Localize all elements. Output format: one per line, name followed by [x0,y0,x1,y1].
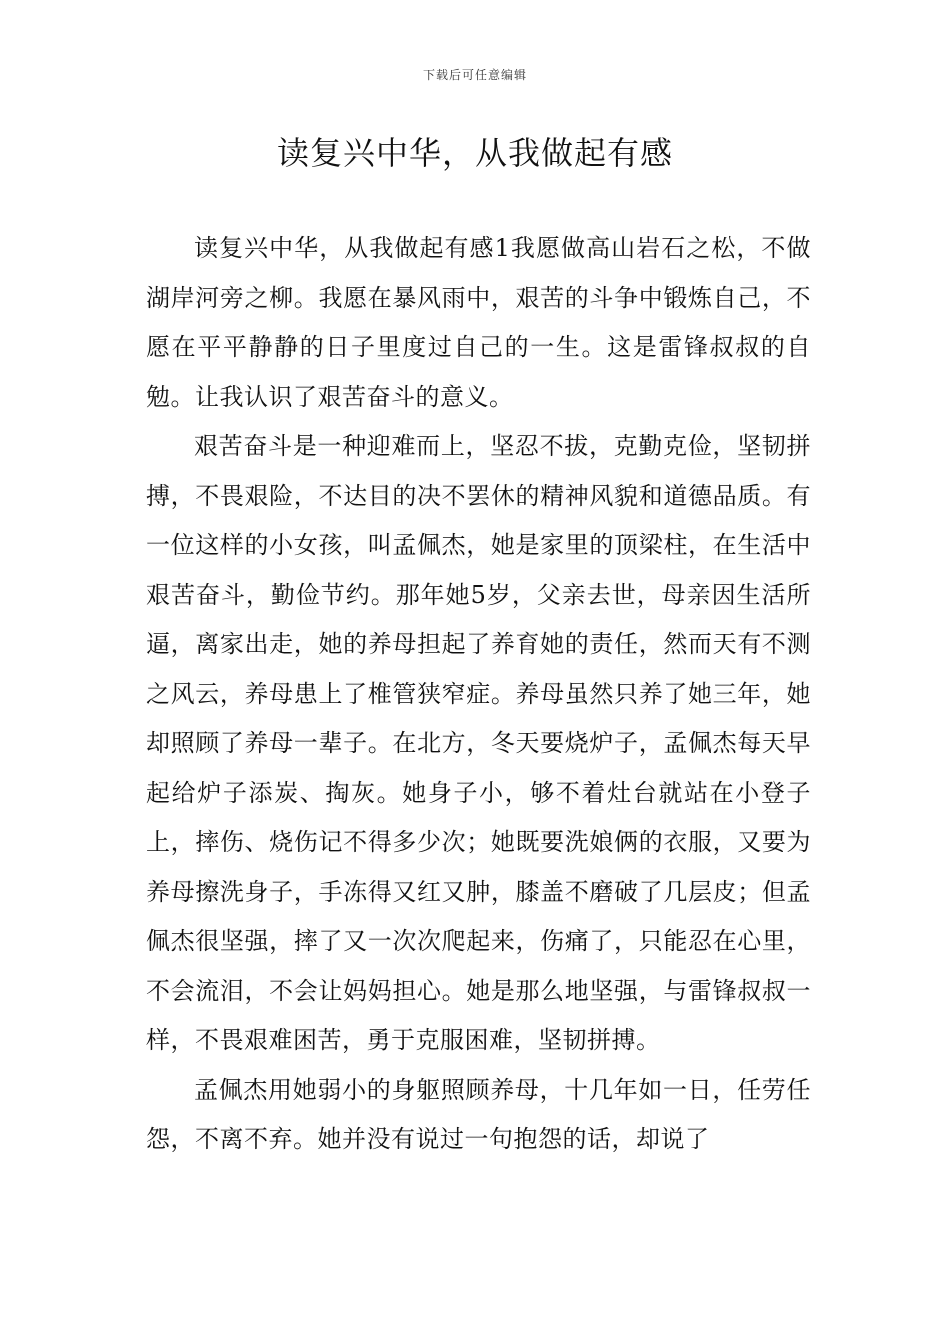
header-note: 下载后可任意编辑 [422,68,527,82]
paragraph-3: 孟佩杰用她弱小的身躯照顾养母，十几年如一日，任劳任怨，不离不弃。她并没有说过一句抱怨的话，却说了 [146,1075,811,1153]
paragraph-2: 艰苦奋斗是一种迎难而上，坚忍不拔，克勤克俭，坚韧拼搏，不畏艰险，不达目的决不罢休的精神风貌和道德品质。有一位这样的小女孩，叫孟佩杰，她是家里的顶梁柱，在生活中艰苦奋斗，勤俭节约。那年她5岁，父亲去世，母亲因生活所逼，离家出走，她的养母担起了养育她的责任，然而天有不测之风云，养母患上了椎管狭窄症。养母虽然只养了她三年，她却照顾了养母一辈子。在北方，冬天要烧炉子，孟佩杰每天早起给炉子添炭、掏灰。她身子小，够不着灶台就站在小登子上，摔伤、烧伤记不得多少次；她既要洗娘俩的衣服，又要为养母擦洗身子，手冻得又红又肿，膝盖不磨破了几层皮；但孟佩杰很坚强，摔了又一次次爬起来，伤痛了，只能忍在心里，不会流泪，不会让妈妈担心。她是那么地坚强，与雷锋叔叔一样，不畏艰难困苦，勇于克服困难，坚韧拼搏。 [146,432,811,1054]
document-title: 读复兴中华，从我做起有感 [276,134,673,172]
document-body [146,224,811,1165]
paragraph-1: 读复兴中华，从我做起有感1我愿做高山岩石之松，不做湖岸河旁之柳。我愿在暴风雨中，艰苦的斗争中锻炼自己，不愿在平平静静的日子里度过自己的一生。这是雷锋叔叔的自勉。让我认识了艰苦奋斗的意义。 [146,234,811,411]
